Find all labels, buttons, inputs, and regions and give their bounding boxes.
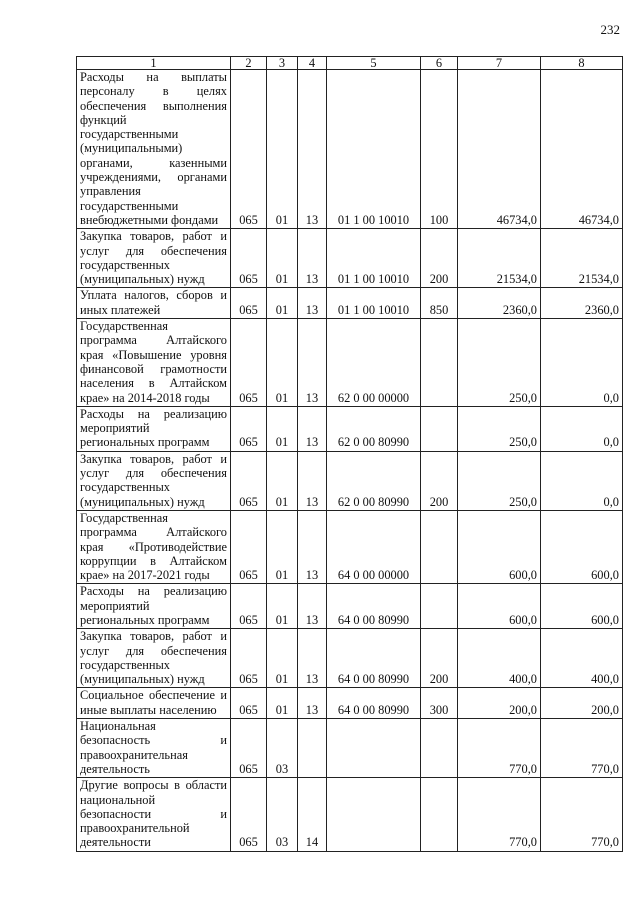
expense-type-cell	[421, 719, 458, 778]
header-cell: 5	[327, 57, 421, 70]
target-code-cell: 64 0 00 80990	[327, 629, 421, 688]
expense-type-cell	[421, 406, 458, 451]
expense-type-cell: 850	[421, 288, 458, 319]
table-row	[77, 406, 623, 451]
table-row	[77, 688, 623, 719]
page-number: 232	[600, 22, 620, 37]
subsection-code-cell: 13	[298, 229, 327, 288]
target-code-cell: 01 1 00 10010	[327, 288, 421, 319]
subsection-code-cell: 14	[298, 778, 327, 851]
ministry-code-cell: 065	[231, 688, 267, 719]
section-code-cell: 01	[267, 629, 298, 688]
table-row	[77, 510, 623, 583]
row-name-cell: Расходы на выплаты персоналу в целях обеспечения выполнения функций государственными (муниципальными) органами, казенными учреждениями, органами управления государственными внебюджетными фондами	[77, 70, 231, 229]
sum-plan-cell: 250,0	[458, 451, 541, 510]
sum-plan-cell: 600,0	[458, 584, 541, 629]
expense-type-cell	[421, 584, 458, 629]
target-code-cell: 62 0 00 80990	[327, 406, 421, 451]
subsection-code-cell: 13	[298, 451, 327, 510]
ministry-code-cell: 065	[231, 629, 267, 688]
table-row	[77, 778, 623, 851]
ministry-code-cell: 065	[231, 229, 267, 288]
sum-fact-cell: 21534,0	[541, 229, 623, 288]
target-code-cell: 01 1 00 10010	[327, 70, 421, 229]
sum-plan-cell: 46734,0	[458, 70, 541, 229]
table-row	[77, 719, 623, 778]
header-cell: 1	[77, 57, 231, 70]
header-cell: 8	[541, 57, 623, 70]
sum-plan-cell: 770,0	[458, 719, 541, 778]
header-cell: 6	[421, 57, 458, 70]
sum-fact-cell: 46734,0	[541, 70, 623, 229]
ministry-code-cell: 065	[231, 584, 267, 629]
section-code-cell: 01	[267, 229, 298, 288]
subsection-code-cell: 13	[298, 406, 327, 451]
sum-fact-cell: 2360,0	[541, 288, 623, 319]
table-row	[77, 451, 623, 510]
ministry-code-cell: 065	[231, 778, 267, 851]
table-row	[77, 584, 623, 629]
sum-plan-cell: 400,0	[458, 629, 541, 688]
ministry-code-cell: 065	[231, 510, 267, 583]
table-row	[77, 229, 623, 288]
row-name-cell: Закупка товаров, работ и услуг для обеспечения государственных (муниципальных) нужд	[77, 229, 231, 288]
header-cell: 2	[231, 57, 267, 70]
sum-plan-cell: 2360,0	[458, 288, 541, 319]
expense-type-cell	[421, 778, 458, 851]
row-name-cell: Расходы на реализацию мероприятий региональных программ	[77, 584, 231, 629]
sum-plan-cell: 600,0	[458, 510, 541, 583]
ministry-code-cell: 065	[231, 451, 267, 510]
subsection-code-cell: 13	[298, 288, 327, 319]
ministry-code-cell: 065	[231, 319, 267, 407]
row-name-cell: Национальная безопасность и правоохранительная деятельность	[77, 719, 231, 778]
ministry-code-cell: 065	[231, 406, 267, 451]
expense-type-cell	[421, 319, 458, 407]
target-code-cell: 62 0 00 80990	[327, 451, 421, 510]
section-code-cell: 01	[267, 451, 298, 510]
section-code-cell: 03	[267, 778, 298, 851]
sum-plan-cell: 250,0	[458, 406, 541, 451]
target-code-cell: 64 0 00 80990	[327, 688, 421, 719]
header-cell: 3	[267, 57, 298, 70]
ministry-code-cell: 065	[231, 70, 267, 229]
expense-type-cell: 200	[421, 629, 458, 688]
header-cell: 7	[458, 57, 541, 70]
subsection-code-cell: 13	[298, 319, 327, 407]
section-code-cell: 01	[267, 319, 298, 407]
expense-type-cell: 200	[421, 229, 458, 288]
subsection-code-cell: 13	[298, 510, 327, 583]
section-code-cell: 01	[267, 406, 298, 451]
target-code-cell: 64 0 00 80990	[327, 584, 421, 629]
section-code-cell: 01	[267, 688, 298, 719]
row-name-cell: Расходы на реализацию мероприятий региональных программ	[77, 406, 231, 451]
ministry-code-cell: 065	[231, 719, 267, 778]
sum-plan-cell: 200,0	[458, 688, 541, 719]
sum-fact-cell: 770,0	[541, 719, 623, 778]
row-name-cell: Уплата налогов, сборов и иных платежей	[77, 288, 231, 319]
row-name-cell: Государственная программа Алтайского края «Повышение уровня финансовой грамотности населения в Алтайском крае» на 2014-2018 годы	[77, 319, 231, 407]
sum-fact-cell: 0,0	[541, 406, 623, 451]
section-code-cell: 01	[267, 288, 298, 319]
row-name-cell: Закупка товаров, работ и услуг для обеспечения государственных (муниципальных) нужд	[77, 451, 231, 510]
row-name-cell: Закупка товаров, работ и услуг для обеспечения государственных (муниципальных) нужд	[77, 629, 231, 688]
budget-table	[76, 56, 623, 852]
section-code-cell: 03	[267, 719, 298, 778]
target-code-cell	[327, 778, 421, 851]
sum-plan-cell: 250,0	[458, 319, 541, 407]
sum-fact-cell: 0,0	[541, 319, 623, 407]
target-code-cell	[327, 719, 421, 778]
subsection-code-cell: 13	[298, 629, 327, 688]
expense-type-cell: 300	[421, 688, 458, 719]
subsection-code-cell: 13	[298, 584, 327, 629]
section-code-cell: 01	[267, 510, 298, 583]
table-row	[77, 319, 623, 407]
ministry-code-cell: 065	[231, 288, 267, 319]
sum-fact-cell: 400,0	[541, 629, 623, 688]
table-row	[77, 70, 623, 229]
subsection-code-cell: 13	[298, 688, 327, 719]
expense-type-cell: 100	[421, 70, 458, 229]
sum-plan-cell: 770,0	[458, 778, 541, 851]
target-code-cell: 64 0 00 00000	[327, 510, 421, 583]
row-name-cell: Социальное обеспечение и иные выплаты населению	[77, 688, 231, 719]
table-row	[77, 288, 623, 319]
subsection-code-cell: 13	[298, 70, 327, 229]
section-code-cell: 01	[267, 584, 298, 629]
expense-type-cell	[421, 510, 458, 583]
table-row	[77, 629, 623, 688]
subsection-code-cell	[298, 719, 327, 778]
target-code-cell: 62 0 00 00000	[327, 319, 421, 407]
sum-fact-cell: 770,0	[541, 778, 623, 851]
target-code-cell: 01 1 00 10010	[327, 229, 421, 288]
sum-fact-cell: 200,0	[541, 688, 623, 719]
row-name-cell: Государственная программа Алтайского края «Противодействие коррупции в Алтайском крае» на 2017-2021 годы	[77, 510, 231, 583]
header-row	[77, 57, 623, 70]
sum-plan-cell: 21534,0	[458, 229, 541, 288]
sum-fact-cell: 600,0	[541, 584, 623, 629]
expense-type-cell: 200	[421, 451, 458, 510]
row-name-cell: Другие вопросы в области национальной безопасности и правоохранительной деятельности	[77, 778, 231, 851]
sum-fact-cell: 0,0	[541, 451, 623, 510]
sum-fact-cell: 600,0	[541, 510, 623, 583]
section-code-cell: 01	[267, 70, 298, 229]
header-cell: 4	[298, 57, 327, 70]
